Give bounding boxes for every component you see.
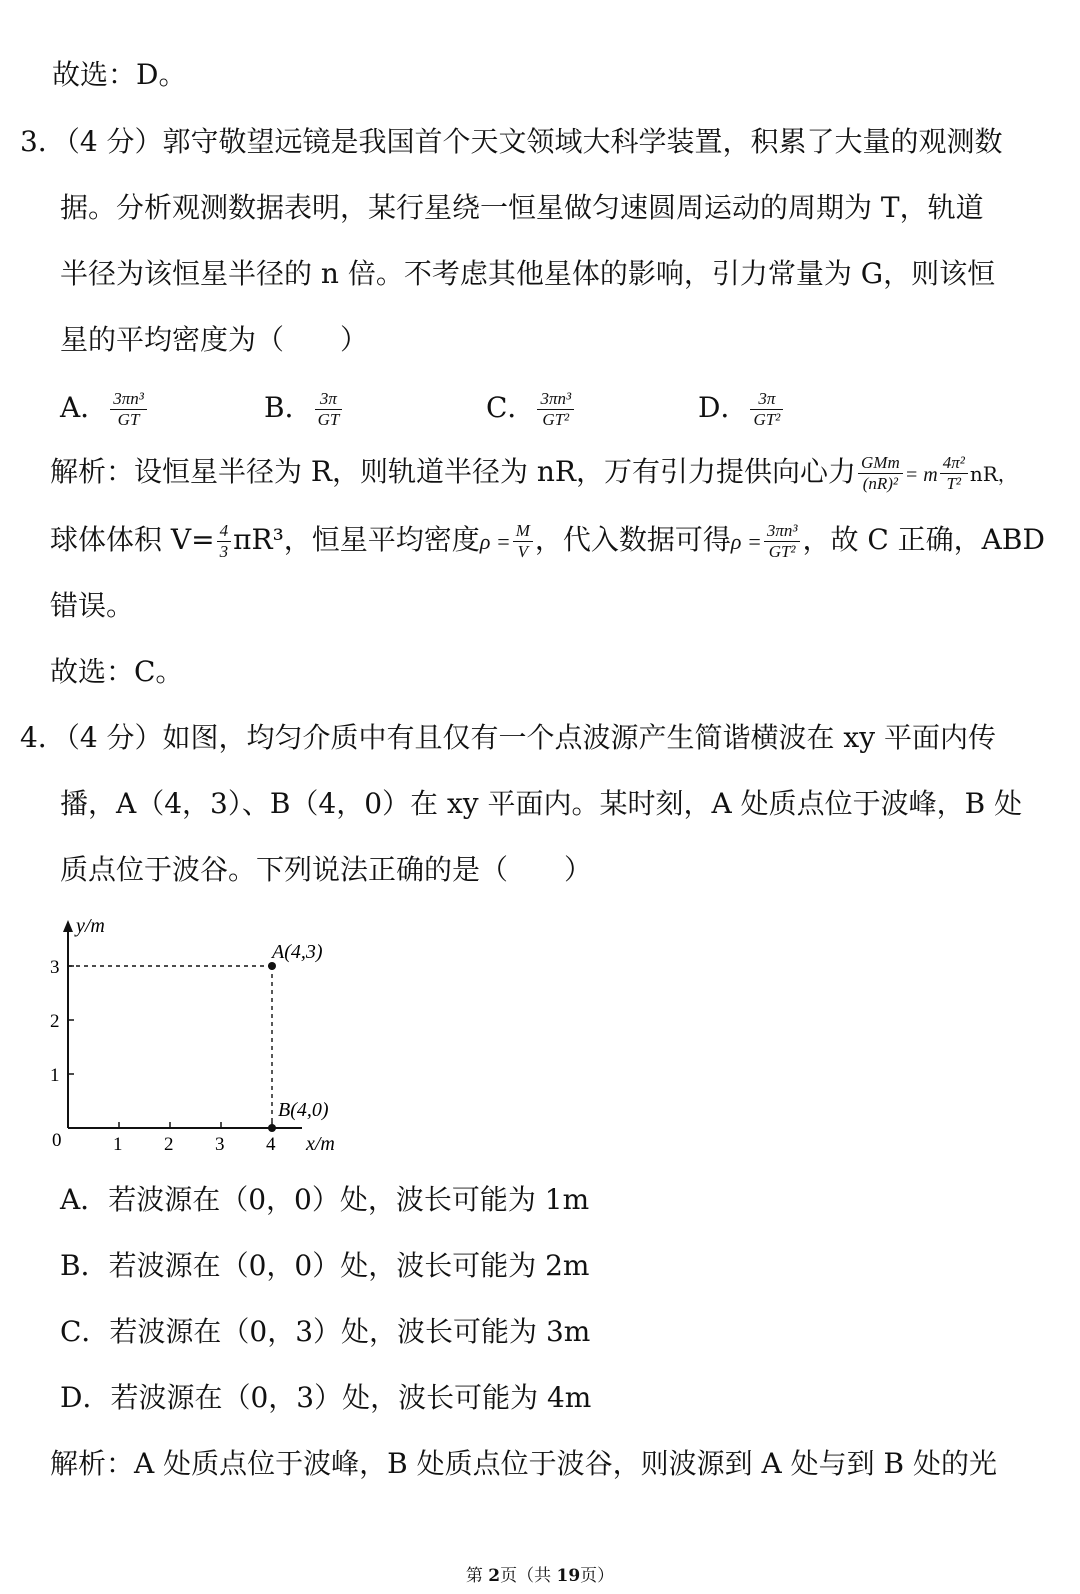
total-pages: 19	[556, 1566, 581, 1586]
y-axis-label: y/m	[76, 915, 105, 937]
q3-solution-line-2: 球体体积 V= $\frac{4}{3}$ πR³，恒星平均密度ρ = $\frac{M}{V}$ ，代入数据可得ρ = $\frac{\text{3πn³}}{\text{GT²}}$ ，故 C 正确，ABD	[50, 521, 1045, 561]
q4-option-c: C．若波源在（0，3）处，波长可能为 3m	[60, 1315, 591, 1348]
q3-option-c: C． $\frac{\text{3πn³}}{\text{GT²}}$	[486, 388, 576, 430]
x-tick-label-4: 4	[266, 1134, 276, 1155]
q3-answer: 故选：C。	[50, 655, 184, 688]
x-tick-label-3: 3	[215, 1134, 225, 1155]
x-tick-label-2: 2	[164, 1134, 174, 1155]
origin-label: 0	[52, 1130, 62, 1151]
q3-line-3: 半径为该恒星半径的 n 倍。不考虑其他星体的影响，引力常量为 G，则该恒	[60, 257, 996, 290]
q3-line-4: 星的平均密度为（ ）	[60, 323, 369, 356]
page-footer: 第 2页（共 19页）	[465, 1566, 615, 1586]
y-tick-label-2: 2	[50, 1011, 60, 1032]
q3-option-b: B． $\frac{3\pi}{GT}$	[264, 388, 344, 430]
y-tick-label-1: 1	[50, 1065, 60, 1086]
page-number: 2	[488, 1566, 501, 1586]
point-a-label: A(4,3)	[272, 941, 323, 963]
q4-line-3: 质点位于波谷。下列说法正确的是（ ）	[60, 853, 593, 886]
point-b-label: B(4,0)	[278, 1099, 329, 1121]
q3-option-a: A． $\frac{\text{3πn³}}{GT}$	[60, 388, 149, 430]
x-tick-label-1: 1	[113, 1134, 123, 1155]
q2-answer: 故选：D。	[52, 58, 187, 91]
y-tick-label-3: 3	[50, 957, 60, 978]
q3-solution-line-3: 错误。	[50, 589, 135, 622]
point-b-marker	[268, 1124, 276, 1132]
q4-option-a: A．若波源在（0，0）处，波长可能为 1m	[60, 1183, 590, 1216]
q3-solution-line-1: 解析：设恒星半径为 R，则轨道半径为 nR，万有引力提供向心力 $\frac{\text{GMm}}{\text{(nR)²}}$ = m $\frac{\text{4π²}}{\text{T²}}$ nR，	[50, 453, 1018, 493]
point-a-marker	[268, 962, 276, 970]
q3-line-2: 据。分析观测数据表明，某行星绕一恒星做匀速圆周运动的周期为 T，轨道	[60, 191, 984, 224]
q4-coordinate-figure	[40, 910, 370, 1160]
q4-line-2: 播，A（4，3）、B（4，0）在 xy 平面内。某时刻，A 处质点位于波峰，B 处	[60, 787, 1023, 820]
q4-option-d: D．若波源在（0，3）处，波长可能为 4m	[60, 1381, 592, 1414]
q3-line-1: 3．（4 分）郭守敬望远镜是我国首个天文领域大科学装置，积累了大量的观测数	[20, 125, 1003, 158]
q4-line-1: 4．（4 分）如图，均匀介质中有且仅有一个点波源产生简谐横波在 xy 平面内传	[20, 721, 996, 754]
q4-solution-line-1: 解析：A 处质点位于波峰，B 处质点位于波谷，则波源到 A 处与到 B 处的光	[50, 1447, 997, 1480]
q4-option-b: B．若波源在（0，0）处，波长可能为 2m	[60, 1249, 590, 1282]
q3-option-d: D． $\frac{3\pi}{\text{GT²}}$	[698, 388, 785, 430]
y-axis-arrow-icon	[63, 920, 73, 932]
x-axis-label: x/m	[306, 1133, 335, 1155]
